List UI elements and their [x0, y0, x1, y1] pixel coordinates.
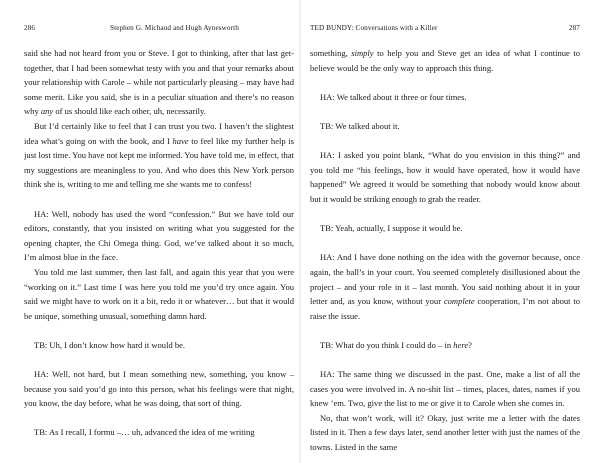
paragraph: [24, 46, 294, 119]
text-run: No, that won’t work, will it? Okay, just write me a letter with the dates listed in it. Then a few days later, send another letter with just the names of the towns. Listed in the same: [310, 412, 580, 453]
left-running-head: Stephen G. Michaud and Hugh Aynesworth: [110, 24, 239, 32]
right-running-head: TED BUNDY: Conversations with a Killer: [310, 24, 438, 32]
text-run: something,: [310, 48, 352, 58]
text-run: TB: Uh, I don’t know how hard it would be.: [34, 339, 186, 350]
text-run: to help you and Steve get an idea of what I continue to believe would be the only way to approach this thing.: [310, 48, 580, 73]
paragraph: [310, 221, 580, 236]
italic-text: complete: [443, 296, 475, 307]
text-run: But I’d certainly like to feel that I can trust you two. I haven’t the slightest idea what’s going on with the book, and I: [24, 120, 294, 146]
text-run: HA: We talked about it three or four times.: [320, 91, 467, 102]
paragraph: [310, 119, 580, 134]
text-run: HA: And I have done nothing on the idea with the governor because, once again, the ball’s in your court. You seemed completely disillusioned about the project – and your role in it – last month. You said nothing about it in your letter and, as you know, without your: [310, 252, 580, 307]
left-page-header: [24, 24, 294, 38]
text-run: You told me last summer, then last fall, and again this year that you were “working on it.” Last time I was here you told me you’d try once again. You said we might have to work on it a bit, redo it or whatever… but that it would be unique, something unusual, something damn hard.: [24, 266, 294, 321]
paragraph: [24, 425, 294, 440]
paragraph: [310, 148, 580, 206]
paragraph: [24, 338, 294, 353]
paragraph: [24, 119, 294, 192]
paragraph: [24, 265, 294, 323]
paragraph: [24, 207, 294, 265]
paragraph: [24, 367, 294, 411]
paragraph: [310, 367, 580, 411]
text-run: HA: The same thing we discussed in the past. One, make a list of all the cases you were involved in. A no-shit list – times, places, dates, names if you knew ’em. Two, give the list to me or give it to Carole when she comes in.: [310, 369, 580, 409]
paragraph: [310, 90, 580, 105]
text-run: to feel like my further help is just lost time. You have not kept me informed. You have told me, in effect, that my suggestions are meaningless to you. And who does this New York person think she is, writing to me and telling me she wants me to confess!: [24, 135, 294, 190]
text-run: of us should like each other, uh, necessarily.: [53, 106, 206, 117]
italic-text: here: [453, 339, 469, 350]
italic-text: any: [40, 106, 54, 117]
left-page: [24, 0, 294, 463]
page-gutter: [299, 0, 301, 463]
text-run: TB: As I recall, I formu –… uh, advanced the idea of me writing: [34, 427, 255, 438]
text-run: HA: Well, nobody has used the word “confession.” But we have told our editors, constantly, that you insisted on writing what you suggested for the opening chapter, the Chi Omega thing. God, we’ve talked about it so much, I’m almost blue in the face.: [24, 208, 294, 263]
paragraph: [310, 250, 580, 323]
text-run: ?: [468, 339, 472, 350]
paragraph: [310, 411, 580, 455]
italic-text: simply: [351, 48, 374, 58]
left-page-number: 286: [24, 24, 36, 32]
right-page-number: 287: [568, 24, 580, 32]
paragraph: [310, 338, 580, 353]
right-page-body: [310, 46, 580, 455]
right-page-header: [310, 24, 580, 38]
left-page-body: [24, 46, 294, 440]
text-run: TB: What do you think I could do – in: [320, 339, 454, 350]
paragraph: [310, 46, 580, 75]
text-run: HA: Well, not hard, but I mean something new, something, you know – because you said you’d go into this person, what his feelings were that night, you know, the day before, what he was doing, that sort of thing.: [24, 369, 294, 409]
right-page: [310, 0, 580, 463]
text-run: TB: We talked about it.: [320, 120, 400, 131]
text-run: TB: Yeah, actually, I suppose it would be.: [320, 223, 463, 234]
text-run: cooperation, I’m not about to raise the issue.: [310, 296, 580, 321]
text-run: HA: I asked you point blank, “What do you envision in this thing?” and you told me “his feelings, how it would have operated, how it would have happened” We agreed it would be something that nobody would know about but it would be striking enough to grab the reader.: [310, 150, 580, 204]
italic-text: have: [172, 135, 189, 146]
text-run: said she had not heard from you or Steve. I got to thinking, after that last get-together, that I had been somewhat testy with you and that your remarks about your relationship with Carole – while not particularly pleasing – may have had some merit. Like you said, she is in a peculiar situation and there’s no reason why: [24, 48, 294, 117]
